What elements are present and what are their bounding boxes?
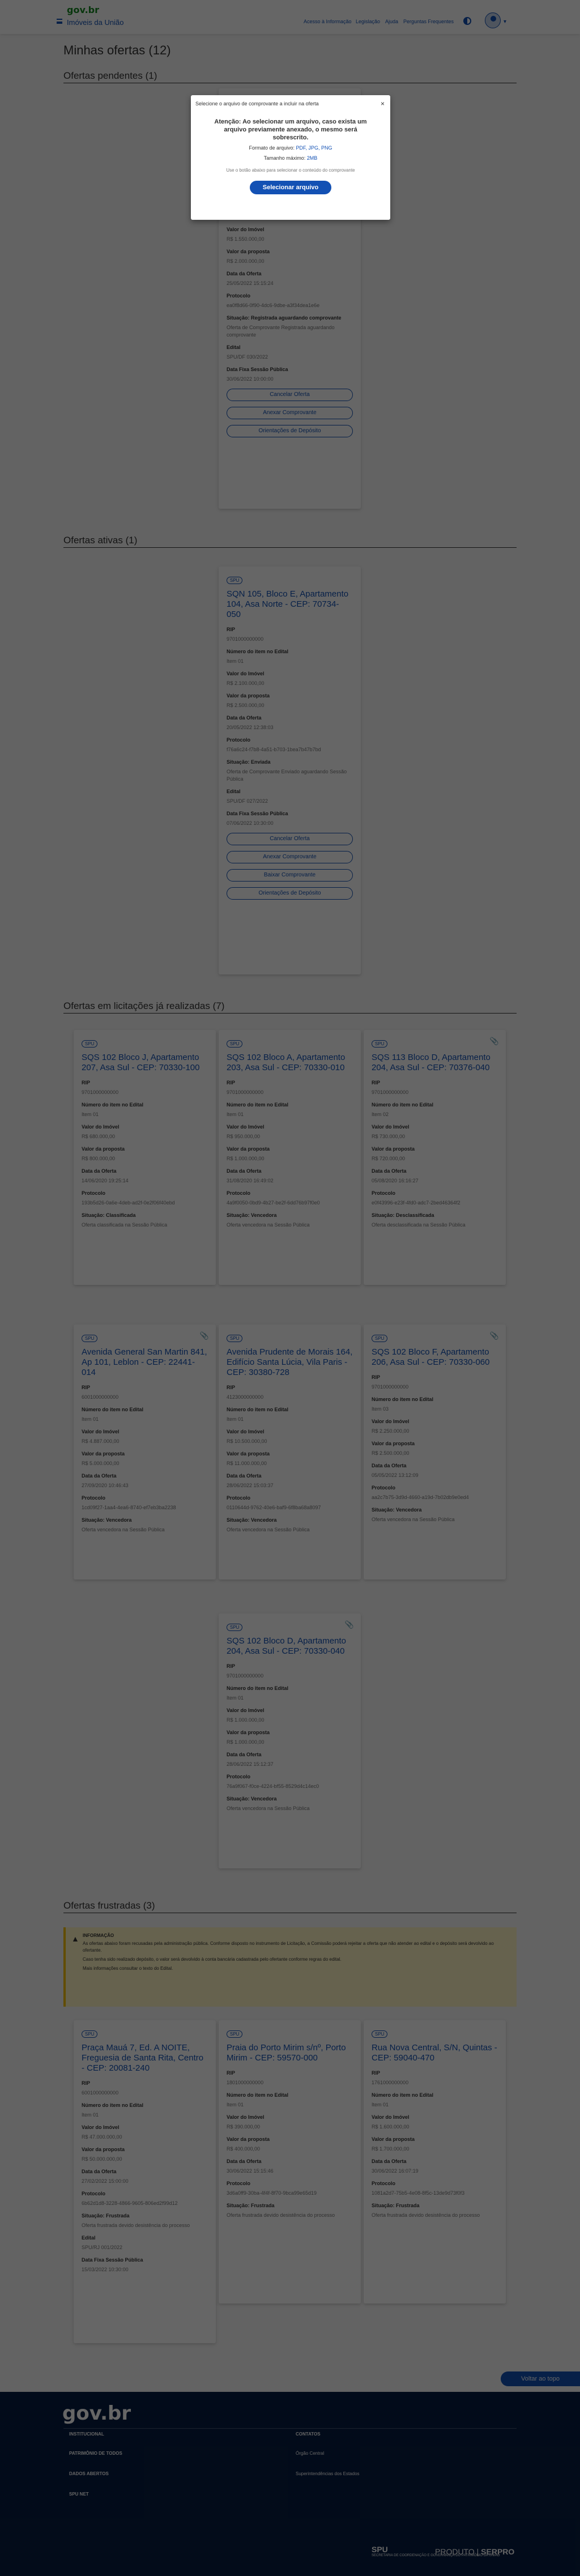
close-icon[interactable]: × (380, 100, 385, 108)
file-size-info: Tamanho máximo: 2MB (263, 155, 318, 161)
file-format-info: Formato de arquivo: PDF, JPG, PNG (249, 145, 332, 151)
modal-title: Selecione o arquivo de comprovante a incluir na oferta (195, 101, 319, 107)
modal-warning: Atenção: Ao selecionar um arquivo, caso exista um arquivo previamente anexado, o mesmo será sobrescrito. (214, 118, 367, 141)
modal-hint: Use o botão abaixo para selecionar o conteúdo do comprovante (226, 168, 355, 173)
upload-modal (191, 95, 390, 220)
select-file-button[interactable]: Selecionar arquivo (250, 181, 331, 194)
